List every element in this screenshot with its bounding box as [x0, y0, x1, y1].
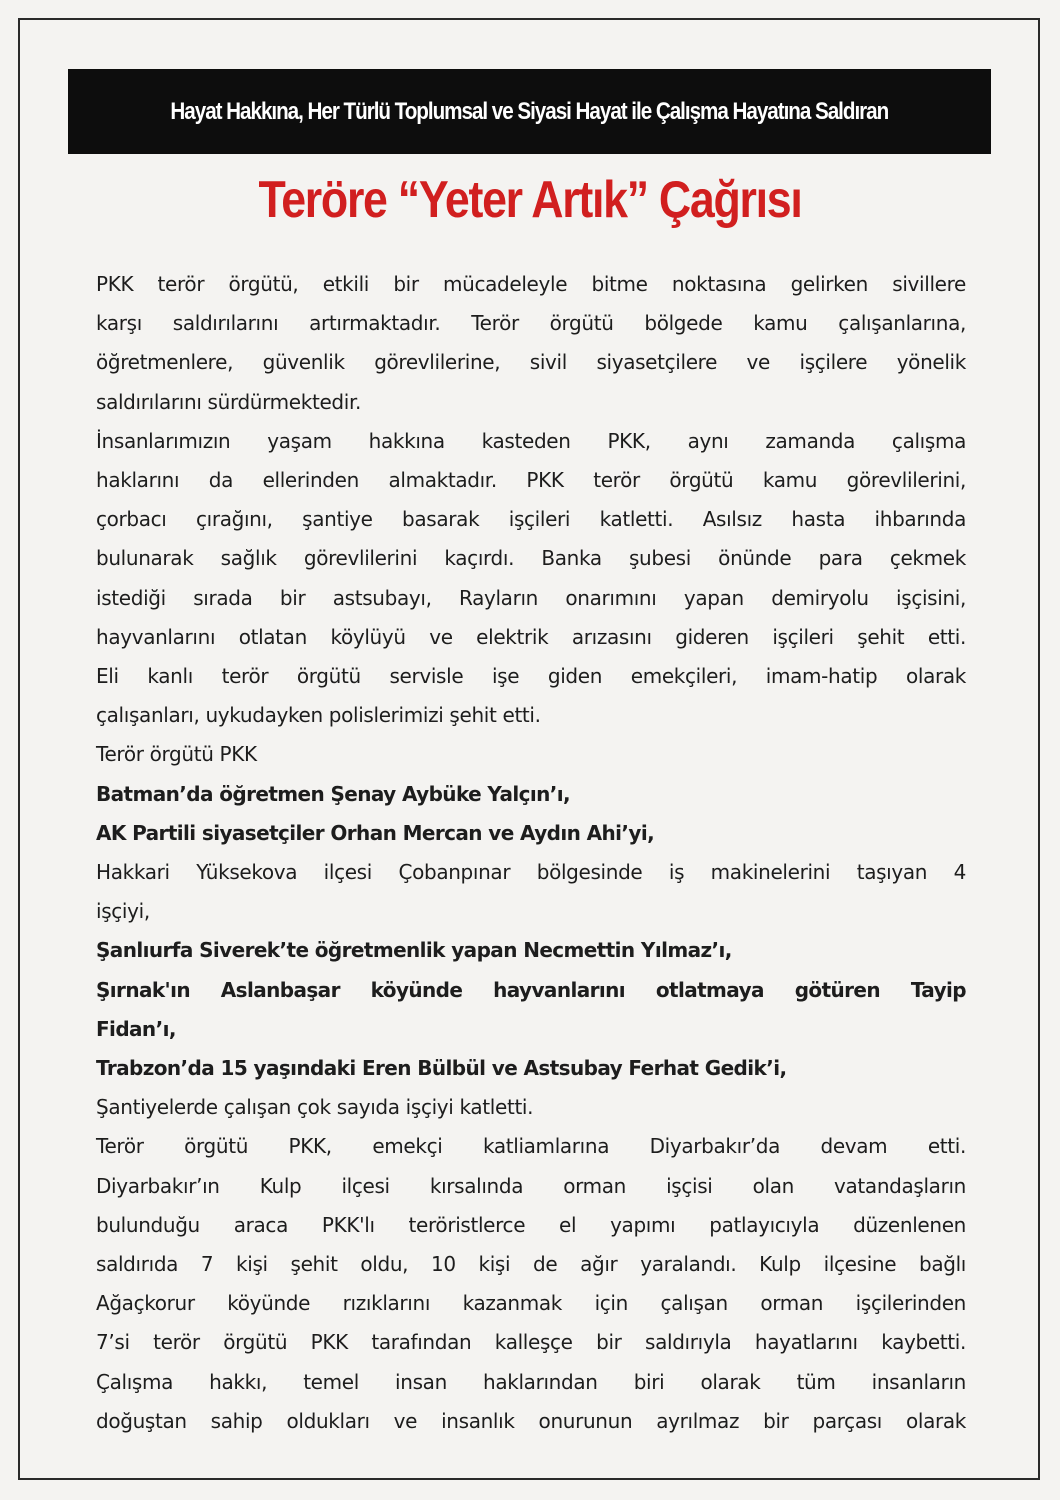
header-banner — [68, 69, 991, 154]
body-line: işçiyi, — [96, 899, 150, 924]
body-line: PKK terör örgütü, etkili bir mücadeleyle bitme noktasına gelirken sivillere — [96, 272, 966, 296]
article-body — [96, 265, 966, 1441]
body-line: Şırnak'ın Aslanbaşar köyünde hayvanlarını otlatmaya götüren Tayip — [96, 977, 966, 1002]
body-line: Trabzon’da 15 yaşındaki Eren Bülbül ve Astsubay Ferhat Gedik’i, — [96, 1056, 787, 1081]
body-line: istediği sırada bir astsubayı, Rayların onarımını yapan demiryolu işçisini, — [96, 585, 966, 610]
body-line: bulunduğu araca PKK'lı teröristlerce el yapımı patlayıcıyla düzenlenen — [96, 1212, 966, 1237]
banner-text: Hayat Hakkına, Her Türlü Toplumsal ve Siyasi Hayat ile Çalışma Hayatına Saldıran — [170, 97, 889, 125]
body-line: AK Partili siyasetçiler Orhan Mercan ve Aydın Ahi’yi, — [96, 820, 655, 845]
body-line: Batman’da öğretmen Şenay Aybüke Yalçın’ı, — [96, 781, 571, 806]
body-line: çorbacı çırağını, şantiye basarak işçileri katletti. Asılsız hasta ihbarında — [96, 507, 966, 532]
page-title: Teröre “Yeter Artık” Çağrısı — [258, 171, 802, 229]
body-line: İnsanlarımızın yaşam hakkına kasteden PKK, aynı zamanda çalışma — [96, 428, 966, 453]
body-line: 7’si terör örgütü PKK tarafından kalleşçe bir saldırıyla hayatlarını kaybetti. — [96, 1330, 966, 1355]
body-line: Terör örgütü PKK — [96, 742, 257, 767]
body-line: Eli kanlı terör örgütü servisle işe giden emekçileri, imam-hatip olarak — [96, 664, 966, 689]
body-line: bulunarak sağlık görevlilerini kaçırdı. Banka şubesi önünde para çekmek — [96, 546, 966, 571]
body-line: doğuştan sahip oldukları ve insanlık onurunun ayrılmaz bir parçası olarak — [96, 1408, 966, 1433]
body-line: Diyarbakır’ın Kulp ilçesi kırsalında orman işçisi olan vatandaşların — [96, 1173, 966, 1198]
body-line: çalışanları, uykudayken polislerimizi şehit etti. — [96, 703, 541, 728]
body-line: saldırılarını sürdürmektedir. — [96, 389, 362, 414]
body-line: Şanlıurfa Siverek’te öğretmenlik yapan Necmettin Yılmaz’ı, — [96, 938, 732, 963]
body-line: karşı saldırılarını artırmaktadır. Terör örgütü bölgede kamu çalışanlarına, — [96, 311, 966, 336]
body-line: Şantiyelerde çalışan çok sayıda işçiyi katletti. — [96, 1095, 534, 1120]
body-line: saldırıda 7 kişi şehit oldu, 10 kişi de ağır yaralandı. Kulp ilçesine bağlı — [96, 1252, 966, 1277]
body-line: hayvanlarını otlatan köylüyü ve elektrik arızasını gideren işçileri şehit etti. — [96, 624, 966, 649]
body-line: öğretmenlere, güvenlik görevlilerine, sivil siyasetçilere ve işçilere yönelik — [96, 350, 966, 375]
body-line: Hakkari Yüksekova ilçesi Çobanpınar bölgesinde iş makinelerini taşıyan 4 — [96, 860, 966, 885]
body-line: Çalışma hakkı, temel insan haklarından biri olarak tüm insanların — [96, 1369, 966, 1394]
body-line: Terör örgütü PKK, emekçi katliamlarına Diyarbakır’da devam etti. — [96, 1134, 966, 1159]
body-line: Ağaçkorur köyünde rızıklarını kazanmak için çalışan orman işçilerinden — [96, 1291, 966, 1316]
body-line: Fidan’ı, — [96, 1016, 176, 1041]
body-line: haklarını da ellerinden almaktadır. PKK terör örgütü kamu görevlilerini, — [96, 468, 966, 493]
